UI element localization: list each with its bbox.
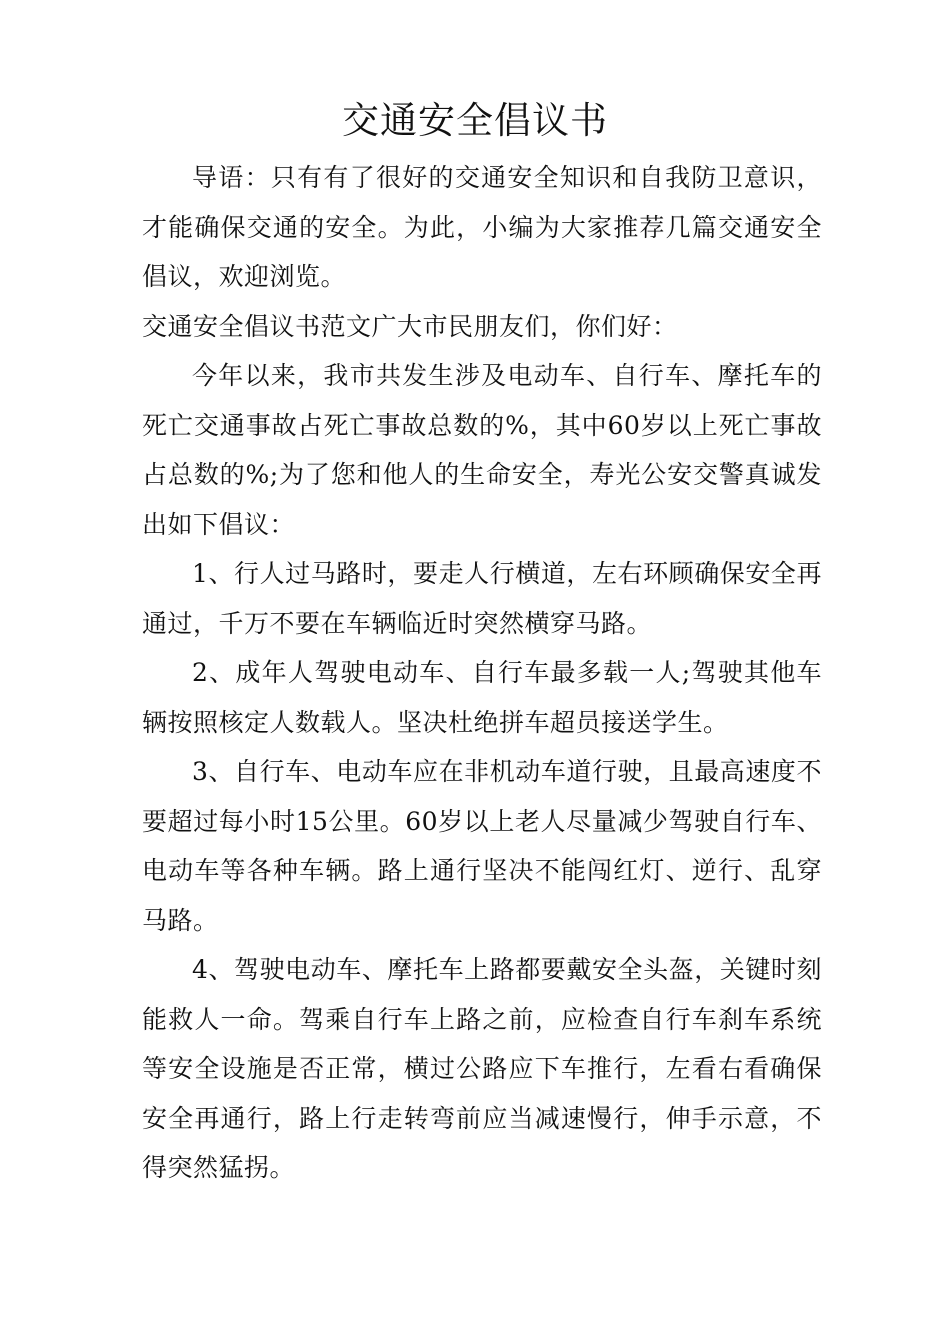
proposal-item-2: 2、成年人驾驶电动车、自行车最多载一人;驾驶其他车辆按照核定人数载人。坚决杜绝拼车超员接送学生。 — [142, 658, 822, 737]
document-body — [142, 153, 822, 1193]
proposal-item-1: 1、行人过马路时，要走人行横道，左右环顾确保安全再通过，千万不要在车辆临近时突然横穿马路。 — [142, 559, 822, 638]
salutation-paragraph: 交通安全倡议书范文广大市民朋友们，你们好： — [142, 311, 678, 341]
proposal-item-4: 4、驾驶电动车、摩托车上路都要戴安全头盔，关键时刻能救人一命。驾乘自行车上路之前，应检查自行车刹车系统等安全设施是否正常，横过公路应下车推行，左看右看确保安全再通行，路上行走转弯前应当减速慢行，伸手示意，不得突然猛拐。 — [142, 955, 822, 1182]
intro-paragraph: 导语：只有有了很好的交通安全知识和自我防卫意识，才能确保交通的安全。为此，小编为大家推荐几篇交通安全倡议，欢迎浏览。 — [142, 163, 822, 291]
document-title: 交通安全倡议书 — [342, 99, 608, 142]
statistics-paragraph: 今年以来，我市共发生涉及电动车、自行车、摩托车的死亡交通事故占死亡事故总数的%，其中60岁以上死亡事故占总数的%;为了您和他人的生命安全，寿光公安交警真诚发出如下倡议： — [142, 361, 822, 539]
proposal-item-3: 3、自行车、电动车应在非机动车道行驶，且最高速度不要超过每小时15公里。60岁以上老人尽量减少驾驶自行车、电动车等各种车辆。路上通行坚决不能闯红灯、逆行、乱穿马路。 — [142, 757, 822, 935]
